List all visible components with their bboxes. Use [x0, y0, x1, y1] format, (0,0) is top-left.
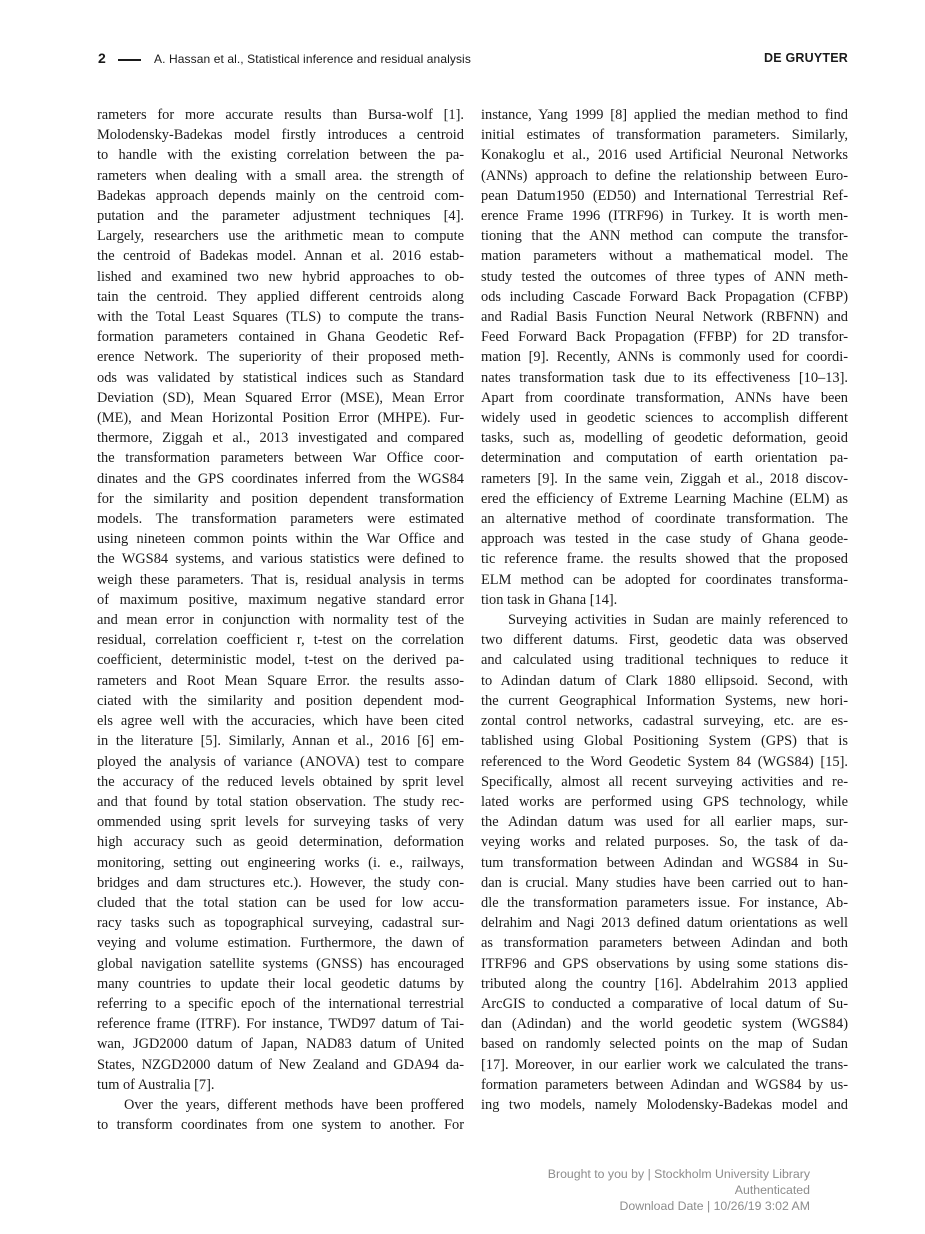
text-line: as transformation parameters between Adindan and both	[481, 935, 848, 952]
text-line: ArcGIS to conducted a comparative of local datum of Su-	[481, 995, 848, 1012]
text-line: veying works and related purposes. So, the task of da-	[481, 834, 848, 851]
text-line: coefficient, deterministic model, t-test on the derived pa-	[97, 652, 464, 669]
left-column	[97, 105, 464, 1135]
text-line: to transform coordinates from one system to another. For	[97, 1117, 464, 1134]
text-line: to Adindan datum of Clark 1880 ellipsoid. Second, with	[481, 672, 848, 689]
text-line: ELM method can be adopted for coordinates transforma-	[481, 571, 848, 588]
text-line: mation [9]. Recently, ANNs is commonly used for coordi-	[481, 349, 848, 366]
text-line: based on randomly selected points on the map of Sudan	[481, 1036, 848, 1053]
text-line: the transformation parameters between War Office coor-	[97, 450, 464, 467]
text-line: two different datums. First, geodetic data was observed	[481, 632, 848, 649]
text-line: putation and the parameter adjustment techniques [4].	[97, 208, 464, 225]
paragraph	[481, 105, 848, 610]
text-line: models. The transformation parameters were estimated	[97, 511, 464, 528]
text-line: els agree well with the accuracies, which have been cited	[97, 713, 464, 730]
text-line: in the literature [5]. Similarly, Annan et al., 2016 [6] em-	[97, 733, 464, 750]
text-line: Badekas approach depends mainly on the centroid com-	[97, 187, 464, 204]
text-line: with the Total Least Squares (TLS) to compute the trans-	[97, 309, 464, 326]
text-line: mation parameters without a mathematical model. The	[481, 248, 848, 265]
text-line: the WGS84 systems, and various statistics were defined to	[97, 551, 464, 568]
text-line: (ANNs) approach to define the relationship between Euro-	[481, 167, 848, 184]
download-footer	[500, 1167, 810, 1214]
text-line: formation parameters contained in Ghana Geodetic Ref-	[97, 329, 464, 346]
text-line: lated works are performed using GPS technology, while	[481, 793, 848, 810]
footer-brought-by: Brought to you by | Stockholm University Library	[547, 1167, 810, 1181]
text-line: the Adindan datum was used for all earlier maps, sur-	[481, 814, 848, 831]
page-number: 2	[98, 50, 106, 66]
text-line: referenced to the Word Geodetic System 84 (WGS84) [15].	[481, 753, 848, 770]
text-line: rameters when dealing with a small area. the strength of	[97, 167, 464, 184]
text-line: tion task in Ghana [14].	[481, 591, 618, 608]
text-line: tributed along the country [16]. Abdelrahim 2013 applied	[481, 975, 848, 992]
text-line: the accuracy of the reduced levels obtained by sprit level	[97, 773, 464, 790]
text-line: zontal control networks, cadastral surveying, etc. are es-	[481, 713, 848, 730]
text-line: tioning that the ANN method can compute the transfor-	[481, 228, 848, 245]
text-line: dan (Adindan) and the world geodetic system (WGS84)	[481, 1016, 848, 1033]
text-line: Surveying activities in Sudan are mainly referenced to	[508, 612, 848, 629]
text-line: initial estimates of transformation parameters. Similarly,	[481, 127, 848, 144]
text-line: Largely, researchers use the arithmetic mean to compute	[97, 228, 464, 245]
text-line: rameters for more accurate results than Bursa-wolf [1].	[97, 107, 464, 123]
text-line: and mean error in conjunction with normality test of the	[97, 612, 464, 629]
text-line: ods including Cascade Forward Back Propagation (CFBP)	[481, 288, 848, 305]
paragraph	[97, 1095, 464, 1135]
text-line: dle the transformation parameters issue. For instance, Ab-	[481, 894, 848, 911]
text-line: bridges and dam structures etc.). However, the study con-	[97, 874, 464, 891]
text-line: for the similarity and position dependent transformation	[97, 490, 464, 507]
paragraph	[97, 105, 464, 1095]
footer-authenticated: Authenticated	[734, 1182, 810, 1197]
right-column	[481, 105, 848, 1115]
text-line: the centroid of Badekas model. Annan et al. 2016 estab-	[97, 248, 464, 265]
text-line: ered the efficiency of Extreme Learning Machine (ELM) as	[481, 490, 848, 507]
text-line: approach was tested in the case study of Ghana geode-	[481, 531, 848, 548]
text-line: using nineteen common points within the War Office and	[97, 531, 464, 548]
text-line: ing two models, namely Molodensky-Badekas model and	[481, 1096, 848, 1113]
text-line: the current Geographical Information Systems, new hori-	[481, 692, 848, 709]
paragraph	[481, 610, 848, 1115]
text-line: and calculated using traditional techniques to reduce it	[481, 652, 848, 669]
text-line: ITRF96 and GPS observations by using some stations dis-	[481, 955, 848, 972]
text-line: Specifically, almost all recent surveying activities and re-	[481, 773, 848, 790]
text-line: tablished using Global Positioning System (GPS) that is	[481, 733, 848, 750]
text-line: delrahim and Nagi 2013 defined datum orientations as well	[481, 915, 848, 932]
text-line: many countries to update their local geodetic datums by	[97, 975, 464, 992]
text-line: pean Datum1950 (ED50) and International Terrestrial Ref-	[481, 187, 848, 204]
text-line: weigh these parameters. That is, residual analysis in terms	[97, 571, 464, 588]
text-line: referring to a specific epoch of the international terrestrial	[97, 995, 464, 1012]
text-line: monitoring, setting out engineering works (i. e., railways,	[97, 854, 464, 871]
text-line: ployed the analysis of variance (ANOVA) test to compare	[97, 753, 464, 770]
text-line: tic reference frame. the results showed that the proposed	[481, 551, 848, 568]
text-line: dinates and the GPS coordinates inferred from the WGS84	[97, 470, 464, 487]
text-line: rameters and Root Mean Square Error. the results asso-	[97, 672, 464, 689]
text-line: ciated with the similarity and position dependent mod-	[97, 692, 464, 709]
text-line: dan is crucial. Many studies have been carried out to han-	[481, 874, 848, 891]
text-line: tain the centroid. They applied different centroids along	[97, 288, 464, 305]
text-line: cluded that the total station can be used for low accu-	[97, 894, 464, 911]
text-line: veying and volume estimation. Furthermore, the dawn of	[97, 935, 464, 952]
text-line: high accuracy such as geoid determination, deformation	[97, 834, 464, 851]
text-line: Apart from coordinate transformation, ANNs have been	[481, 389, 848, 406]
text-line: erence Frame 1996 (ITRF96) in Turkey. It is worth men-	[481, 208, 848, 225]
text-line: widely used in geodetic sciences to accomplish different	[481, 410, 848, 427]
running-title: A. Hassan et al., Statistical inference and residual analysis	[154, 52, 471, 66]
text-line: Deviation (SD), Mean Squared Error (MSE), Mean Error	[97, 389, 464, 406]
text-line: [17]. Moreover, in our earlier work we calculated the trans-	[481, 1056, 848, 1073]
text-line: Konakoglu et al., 2016 used Artificial Neuronal Networks	[481, 147, 848, 164]
text-line: study tested the outcomes of three types of ANN meth-	[481, 268, 848, 285]
text-line: to handle with the existing correlation between the pa-	[97, 147, 464, 164]
text-line: rameters [9]. In the same vein, Ziggah et al., 2018 discov-	[481, 470, 848, 487]
text-line: global navigation satellite systems (GNSS) has encouraged	[97, 955, 464, 972]
header-rule	[118, 59, 141, 61]
text-line: ods was validated by statistical indices such as Standard	[97, 369, 464, 386]
text-line: formation parameters between Adindan and WGS84 by us-	[481, 1076, 848, 1093]
text-line: ommended using sprit levels for surveying tasks of very	[97, 814, 464, 831]
footer-download-date: Download Date | 10/26/19 3:02 AM	[619, 1198, 810, 1213]
text-line: lished and examined two new hybrid approaches to ob-	[97, 268, 464, 285]
text-line: Molodensky-Badekas model firstly introduces a centroid	[97, 127, 464, 144]
publisher-name: DE GRUYTER	[764, 51, 848, 65]
text-line: Feed Forward Back Propagation (FFBP) for 2D transfor-	[481, 329, 848, 346]
text-line: thermore, Ziggah et al., 2013 investigated and compared	[97, 430, 464, 447]
text-line: and that found by total station observation. The study rec-	[97, 793, 464, 810]
text-line: wan, JGD2000 datum of Japan, NAD83 datum of United	[97, 1036, 464, 1053]
text-line: and Radial Basis Function Neural Network (RBFNN) and	[481, 309, 848, 326]
text-line: tum transformation between Adindan and WGS84 in Su-	[481, 854, 848, 871]
text-line: (ME), and Mean Horizontal Position Error (MHPE). Fur-	[97, 410, 464, 427]
text-line: determination and computation of earth orientation pa-	[481, 450, 848, 467]
text-line: Over the years, different methods have been proffered	[124, 1096, 464, 1113]
page-header	[98, 49, 848, 71]
text-line: instance, Yang 1999 [8] applied the median method to find	[481, 107, 848, 123]
text-line: reference frame (ITRF). For instance, TWD97 datum of Tai-	[97, 1016, 464, 1033]
text-line: nates transformation task due to its effectiveness [10–13].	[481, 369, 848, 386]
text-line: of maximum positive, maximum negative standard error	[97, 591, 464, 608]
text-line: racy tasks such as topographical surveying, cadastral sur-	[97, 915, 464, 932]
text-line: an alternative method of coordinate transformation. The	[481, 511, 848, 528]
text-line: tum of Australia [7].	[97, 1076, 215, 1093]
text-line: residual, correlation coefficient r, t-test on the correlation	[97, 632, 464, 649]
text-line: erence Network. The superiority of their proposed meth-	[97, 349, 464, 366]
text-line: States, NZGD2000 datum of New Zealand and GDA94 da-	[97, 1056, 464, 1073]
text-line: tasks, such as, modelling of geodetic deformation, geoid	[481, 430, 848, 447]
